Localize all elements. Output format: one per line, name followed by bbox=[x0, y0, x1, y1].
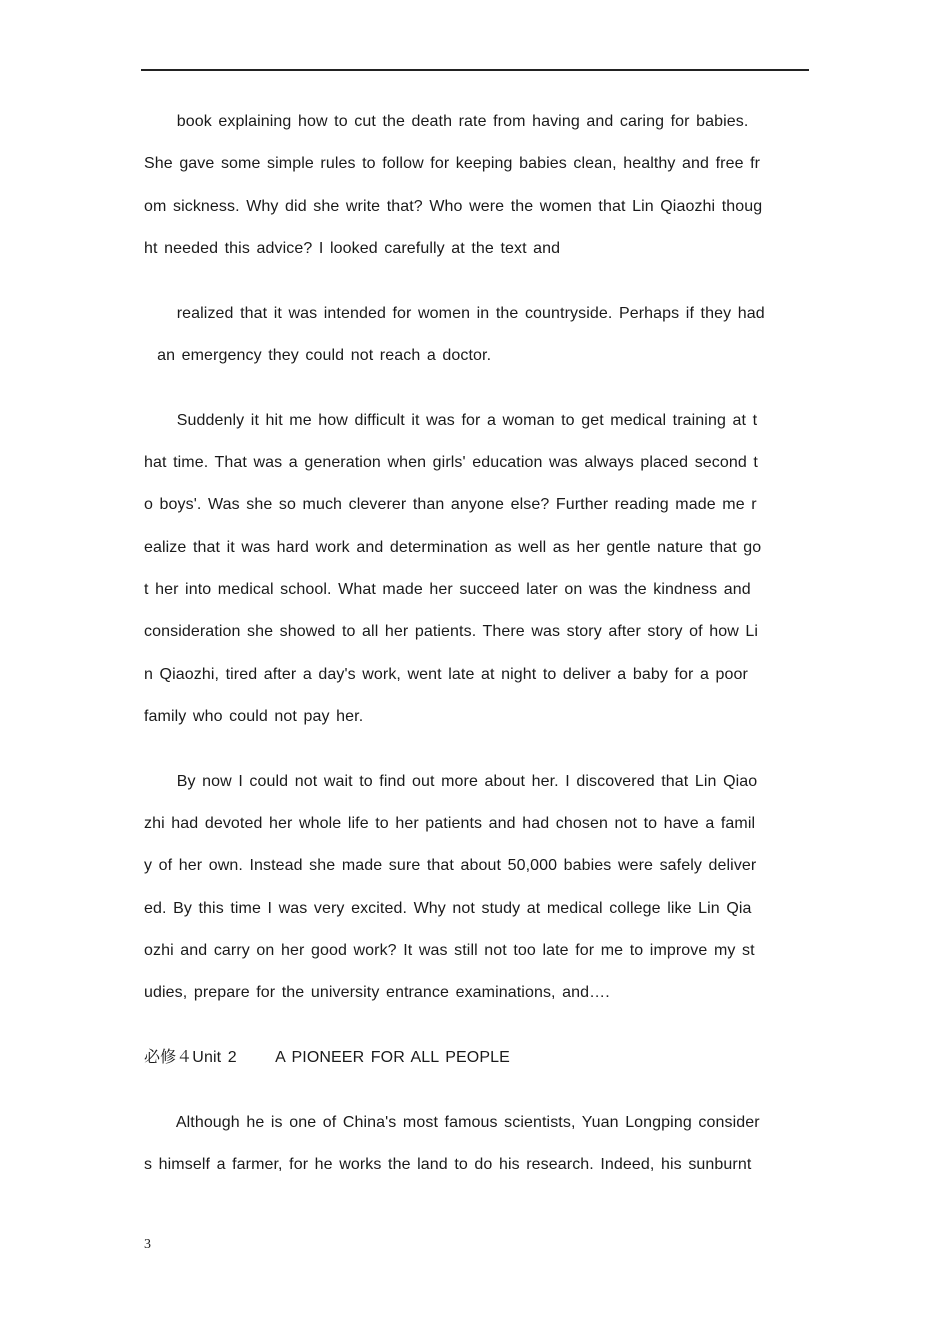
paragraph-3-line-5: t her into medical school. What made her succeed later on was the kindness and bbox=[144, 581, 751, 598]
paragraph-2-line-2: an emergency they could not reach a doctor. bbox=[144, 347, 492, 364]
paragraph-3-line-3: o boys'. Was she so much cleverer than anyone else? Further reading made me r bbox=[144, 496, 757, 513]
paragraph-4-line-2: zhi had devoted her whole life to her patients and had chosen not to have a famil bbox=[144, 815, 756, 832]
paragraph-1-line-2: She gave some simple rules to follow for keeping babies clean, healthy and free fr bbox=[144, 155, 761, 172]
paragraph-3-line-2: hat time. That was a generation when girls' education was always placed second t bbox=[144, 454, 758, 471]
paragraph-3-line-7: n Qiaozhi, tired after a day's work, went late at night to deliver a baby for a poor bbox=[144, 666, 748, 683]
paragraph-4-line-3: y of her own. Instead she made sure that about 50,000 babies were safely deliver bbox=[144, 857, 757, 874]
paragraph-4-line-5: ozhi and carry on her good work? It was still not too late for me to improve my st bbox=[144, 942, 755, 959]
paragraph-4-line-6: udies, prepare for the university entrance examinations, and…. bbox=[144, 984, 610, 1001]
paragraph-5-line-1: Although he is one of China's most famous scientists, Yuan Longping consider bbox=[144, 1114, 760, 1131]
header-rule bbox=[141, 69, 809, 71]
paragraph-1-line-1: book explaining how to cut the death rate from having and caring for babies. bbox=[144, 113, 749, 130]
page-number: 3 bbox=[144, 1237, 151, 1252]
paragraph-3-line-4: ealize that it was hard work and determination as well as her gentle nature that go bbox=[144, 539, 762, 556]
paragraph-1-line-3: om sickness. Why did she write that? Who were the women that Lin Qiaozhi thoug bbox=[144, 198, 763, 215]
paragraph-3-line-8: family who could not pay her. bbox=[144, 708, 364, 725]
section-heading: 必修４Unit 2 A PIONEER FOR ALL PEOPLE bbox=[144, 1049, 510, 1066]
paragraph-5-line-2: s himself a farmer, for he works the land to do his research. Indeed, his sunburnt bbox=[144, 1156, 752, 1173]
paragraph-3-line-1: Suddenly it hit me how difficult it was for a woman to get medical training at t bbox=[144, 412, 758, 429]
paragraph-2-line-1: realized that it was intended for women in the countryside. Perhaps if they had bbox=[144, 305, 765, 322]
paragraph-4-line-1: By now I could not wait to find out more about her. I discovered that Lin Qiao bbox=[144, 773, 758, 790]
paragraph-3-line-6: consideration she showed to all her patients. There was story after story of how Li bbox=[144, 623, 759, 640]
paragraph-1-line-4: ht needed this advice? I looked carefully at the text and bbox=[144, 240, 561, 257]
paragraph-4-line-4: ed. By this time I was very excited. Why not study at medical college like Lin Qia bbox=[144, 900, 752, 917]
